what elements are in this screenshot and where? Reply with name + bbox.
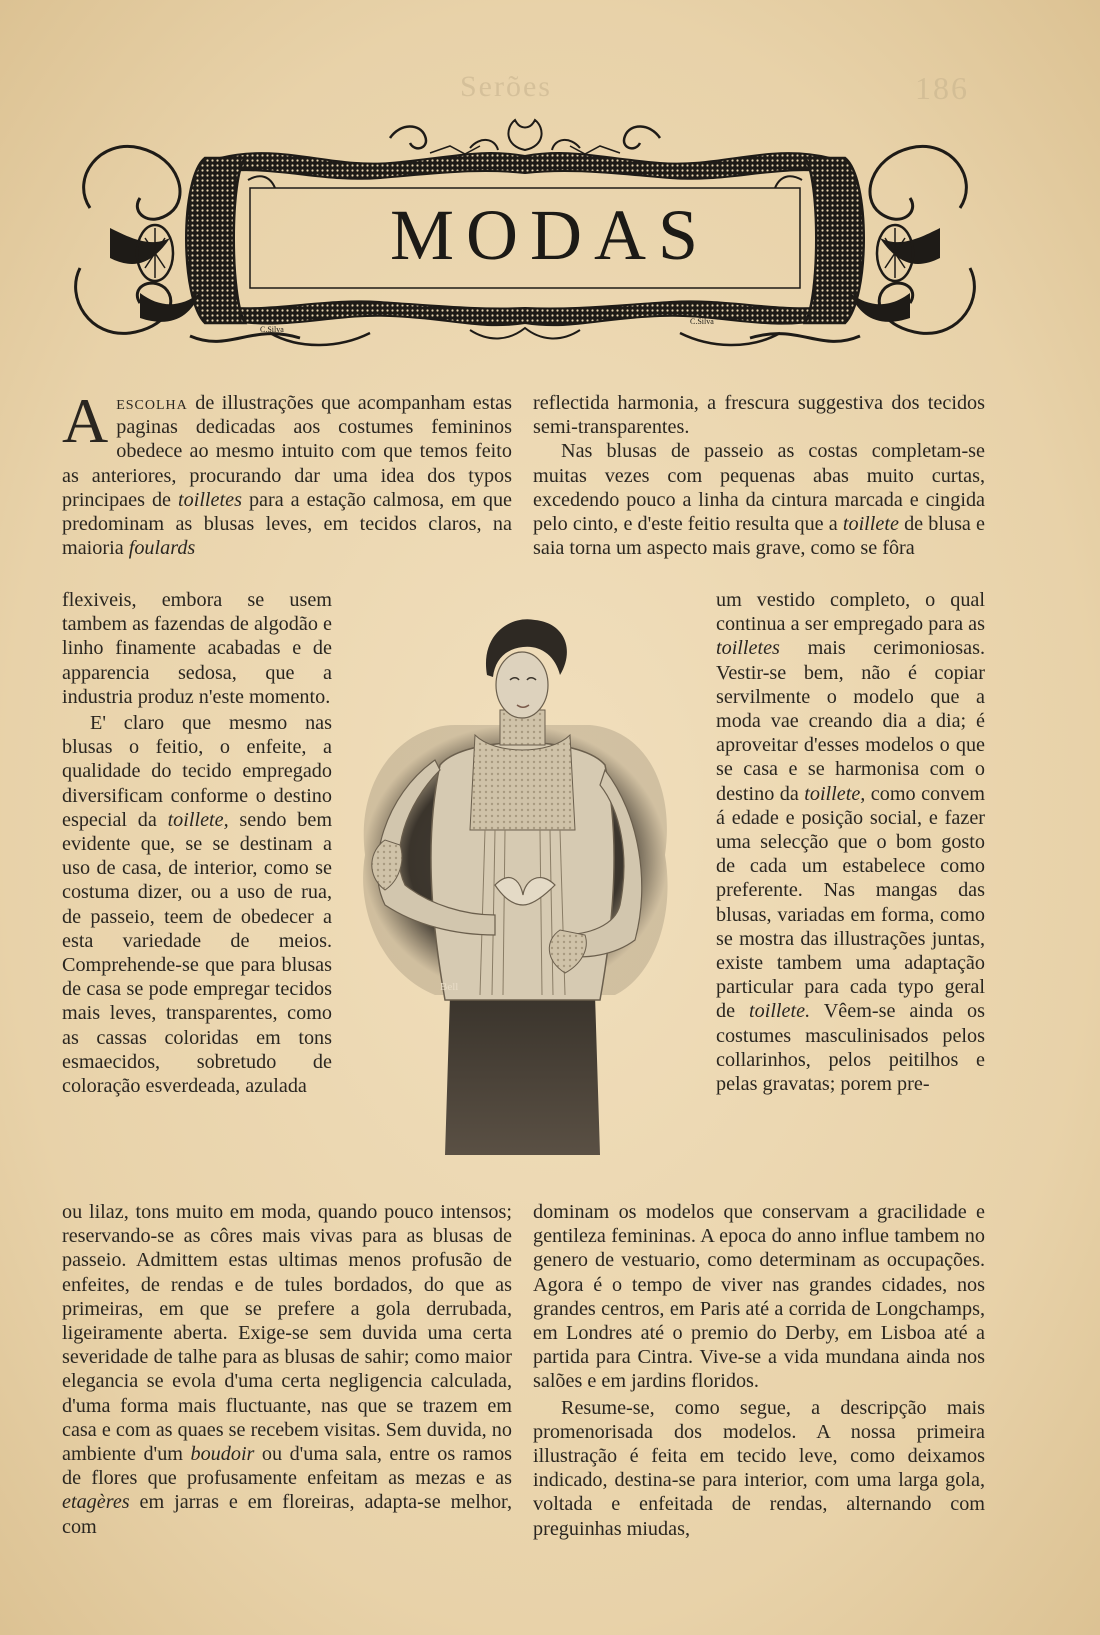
paragraph-4-text-5: como convem á edade e posição social, e fazer uma selecção que o bom gosto de cada um estabelece como preferente. Nas mangas das blusas, variadas em forma, como se mostra das illustrações juntas, existe tambem uma adaptação particular para cada typo geral de xyxy=(716,782,985,1023)
paragraph-2-text-2: sendo bem evidente que, se se destinam a uso de casa, de interior, como se costuma dizer, ou a uso de rua, de passeio, teem de obedecer a esta variedade de meios. Comprehende-se que para blusas de casa se pode empregar tecidos mais leves, transparentes, como as cassas coloridas em tons esmaecidos, sobretudo de coloração esverdeada, azulada xyxy=(62,808,333,1098)
drop-cap: A xyxy=(62,385,109,456)
illustrator-signature: Bell xyxy=(440,981,459,993)
paragraph-1-continuation: flexiveis, embora se usem tambem as fazendas de algodão e linho finamente acabadas e de apparencia sedosa, que a industria produz n'este momento. xyxy=(62,589,332,708)
right-column-middle xyxy=(716,588,985,1096)
italic-term: toilletes xyxy=(716,637,780,660)
paragraph-5: Resume-se, como segue, a descripção mais promenorisada dos modelos. A nossa primeira illustração é feita em tecido leve, como deixamos indicado, destina-se para interior, com uma larga gola, voltada e enfeitada de rendas, alternando com preguinhas miudas, xyxy=(533,1396,985,1540)
italic-term: foulards xyxy=(128,537,196,560)
drop-cap-continuation: escolha xyxy=(116,392,188,414)
header-signature-right: C.Silva xyxy=(690,317,714,326)
paragraph-3: reflectida harmonia, a frescura suggestiva dos tecidos semi-transparentes. xyxy=(533,392,985,439)
paragraph-1-text: de illustrações que acompanham estas paginas dedicadas aos costumes femininos obedece ao mesmo intuito com que temos feito as anteriores, procurando dar uma idea dos typos principaes de xyxy=(62,392,512,511)
paragraph-4-text-6: Vêem-se ainda os costumes masculinisados pelos collarinhos, pelos peitilhos e pelas gravatas; porem pre- xyxy=(716,1000,985,1096)
paragraph-4-text-4: mais cerimoniosas. Vestir-se bem, não é copiar servilmente o modelo que a moda vae creando dia a dia; é aproveitar d'esses modelos o que se casa e se harmonisa com o destino da xyxy=(716,637,985,805)
paragraph-2-continuation: ou lilaz, tons muito em moda, quando pouco intensos; reservando-se as côres mais vivas para as blusas de passeio. Admittem estas ultimas menos profusão de enfeites, de rendas e de tules bordados, do que as primeiras, em que se prefere a gola derrubada, ligeiramente aberta. Exige-se sem duvida uma certa severidade de talhe para as blusas de sahir; como maior elegancia se evola d'uma certa negligencia calculada, d'uma forma mais fluctuante, nas que se trazem em casa e com as quaes se recebem visitas. Sem duvida, no ambiente d'um xyxy=(62,1201,512,1466)
running-head-text: Serões xyxy=(460,70,552,103)
fashion-illustration xyxy=(345,615,700,1155)
italic-term: toillete, xyxy=(167,808,229,831)
right-column-bottom xyxy=(533,1200,985,1541)
italic-term: toillete. xyxy=(749,1000,811,1023)
header-signature-left: C.Silva xyxy=(260,325,284,334)
left-column-bottom xyxy=(62,1200,512,1539)
paragraph-4-text: Nas blusas de passeio as costas completam-se muitas vezes com pequenas abas muito curtas, excedendo pouco a linha da cintura marcada e cingida pelo cinto, e d'este feitio resulta que a xyxy=(533,440,985,536)
paragraph-4-text-3: um vestido completo, o qual continua a ser empregado para as xyxy=(716,589,985,636)
left-column-middle xyxy=(62,588,332,1098)
paragraph-2-text-3: ou d'uma sala, entre os ramos de flores que profusamente enfeitam as mezas e as xyxy=(62,1443,513,1490)
italic-term: toillete xyxy=(842,513,899,536)
paragraph-1-text-2: para a estação calmosa, em que predominam as blusas leves, em tecidos claros, na maioria xyxy=(62,488,513,560)
paragraph-4-continuation: dominam os modelos que conservam a gracilidade e gentileza femininas. A epoca do anno influe tambem no genero de vestuario, como determinam as occupações. Agora é o tempo de viver nas grandes cidades, nos grandes centros, em Paris até a corrida de Longchamps, em Londres até o premio do Derby, em Lisboa até a partida para Cintra. Vive-se a vida mundana ainda nos salões e em jardins floridos. xyxy=(533,1201,985,1393)
italic-term: etagères xyxy=(62,1491,130,1514)
paragraph-2-text: E' claro que mesmo nas blusas o feitio, o enfeite, a qualidade do tecido empregado diversificam conforme o destino especial da xyxy=(62,712,332,831)
left-column-top xyxy=(62,385,513,560)
running-head xyxy=(460,70,969,106)
paragraph-4-text-2: de blusa e saia torna um aspecto mais grave, como se fôra xyxy=(533,513,985,560)
italic-term: toillete, xyxy=(804,782,866,805)
page-number: 186 xyxy=(915,70,969,106)
paragraph-2-text-4: em jarras e em floreiras, adapta-se melhor, com xyxy=(62,1491,512,1538)
italic-term: toilletes xyxy=(178,488,242,511)
right-column-top xyxy=(533,391,985,560)
italic-term: boudoir xyxy=(190,1443,255,1466)
page-title: MODAS xyxy=(389,195,711,275)
